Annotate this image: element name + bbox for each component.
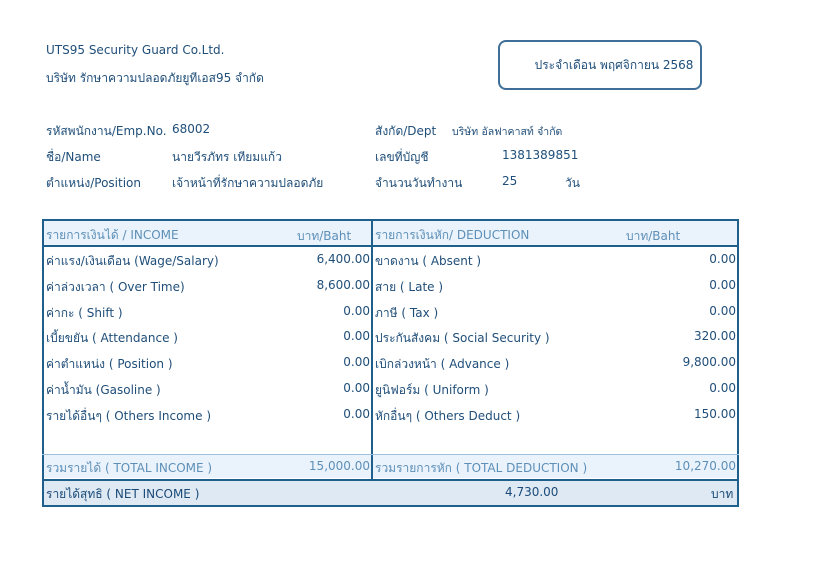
income-label: ค่าล่วงเวลา ( Over Time) bbox=[46, 280, 185, 294]
net-income-unit: บาท bbox=[711, 487, 734, 501]
deduction-label: ภาษี ( Tax ) bbox=[375, 306, 439, 320]
total-deduction-amount: 10,270.00 bbox=[674, 459, 736, 473]
dept-value: บริษัท อัลฟาคาสท์ จำกัด bbox=[452, 126, 563, 138]
net-income-label: รายได้สุทธิ ( NET INCOME ) bbox=[46, 487, 200, 501]
company-name-th: บริษัท รักษาความปลอดภัยยูทีเอส95 จำกัด bbox=[46, 71, 264, 85]
income-label: ค่าตำแหน่ง ( Position ) bbox=[46, 357, 173, 371]
deduction-amount: 0.00 bbox=[709, 278, 736, 292]
account-value: 1381389851 bbox=[502, 148, 579, 162]
total-income-label: รวมรายได้ ( TOTAL INCOME ) bbox=[46, 461, 213, 475]
deduction-amount: 150.00 bbox=[694, 407, 736, 421]
emp-no-value: 68002 bbox=[172, 122, 211, 136]
workdays-label: จำนวนวันทำงาน bbox=[375, 176, 463, 190]
deduction-amount: 9,800.00 bbox=[682, 355, 736, 369]
income-label: รายได้อื่นๆ ( Others Income ) bbox=[46, 409, 211, 423]
total-income-amount: 15,000.00 bbox=[308, 459, 370, 473]
income-label: ค่ากะ ( Shift ) bbox=[46, 306, 123, 320]
column-divider bbox=[371, 219, 373, 480]
account-label: เลขที่บัญชี bbox=[375, 150, 429, 164]
income-amount: 0.00 bbox=[343, 329, 370, 343]
deduction-label: สาย ( Late ) bbox=[375, 280, 444, 294]
income-label: เบี้ยขยัน ( Attendance ) bbox=[46, 331, 178, 345]
income-amount: 0.00 bbox=[343, 407, 370, 421]
deduction-amount: 0.00 bbox=[709, 252, 736, 266]
deduction-label: ยูนิฟอร์ม ( Uniform ) bbox=[375, 383, 489, 397]
deduction-label: เบิกล่วงหน้า ( Advance ) bbox=[375, 357, 510, 371]
income-label: ค่าแรง/เงินเดือน (Wage/Salary) bbox=[46, 254, 219, 268]
name-label: ชื่อ/Name bbox=[46, 150, 101, 164]
deduction-amount: 0.00 bbox=[709, 304, 736, 318]
deduction-label: หักอื่นๆ ( Others Deduct ) bbox=[375, 409, 521, 423]
deduction-unit-header: บาท/Baht bbox=[626, 229, 681, 243]
dept-label: สังกัด/Dept bbox=[375, 124, 437, 138]
emp-no-label: รหัสพนักงาน/Emp.No. bbox=[46, 124, 167, 138]
income-amount: 8,600.00 bbox=[316, 278, 370, 292]
income-unit-header: บาท/Baht bbox=[297, 229, 352, 243]
income-amount: 0.00 bbox=[343, 381, 370, 395]
period-label: ประจำเดือน พฤศจิกายน 2568 bbox=[534, 57, 694, 72]
position-value: เจ้าหน้าที่รักษาความปลอดภัย bbox=[172, 176, 324, 190]
period-box bbox=[498, 40, 702, 90]
deduction-header: รายการเงินหัก/ DEDUCTION bbox=[375, 228, 530, 242]
deduction-label: ประกันสังคม ( Social Security ) bbox=[375, 331, 550, 345]
company-name-en: UTS95 Security Guard Co.Ltd. bbox=[46, 43, 225, 57]
workdays-value: 25 bbox=[502, 174, 518, 188]
net-divider bbox=[42, 479, 739, 481]
workdays-unit: วัน bbox=[565, 176, 580, 190]
total-divider bbox=[42, 454, 739, 455]
net-income-amount: 4,730.00 bbox=[505, 485, 559, 499]
name-value: นายวีรภัทร เทียมแก้ว bbox=[172, 150, 282, 164]
income-amount: 0.00 bbox=[343, 304, 370, 318]
income-amount: 6,400.00 bbox=[316, 252, 370, 266]
income-label: ค่าน้ำมัน (Gasoline ) bbox=[46, 383, 161, 397]
deduction-label: ขาดงาน ( Absent ) bbox=[375, 254, 482, 268]
income-header: รายการเงินได้ / INCOME bbox=[46, 228, 179, 242]
position-label: ตำแหน่ง/Position bbox=[46, 176, 142, 190]
income-amount: 0.00 bbox=[343, 355, 370, 369]
deduction-amount: 0.00 bbox=[709, 381, 736, 395]
deduction-amount: 320.00 bbox=[694, 329, 736, 343]
total-deduction-label: รวมรายการหัก ( TOTAL DEDUCTION ) bbox=[375, 461, 588, 475]
